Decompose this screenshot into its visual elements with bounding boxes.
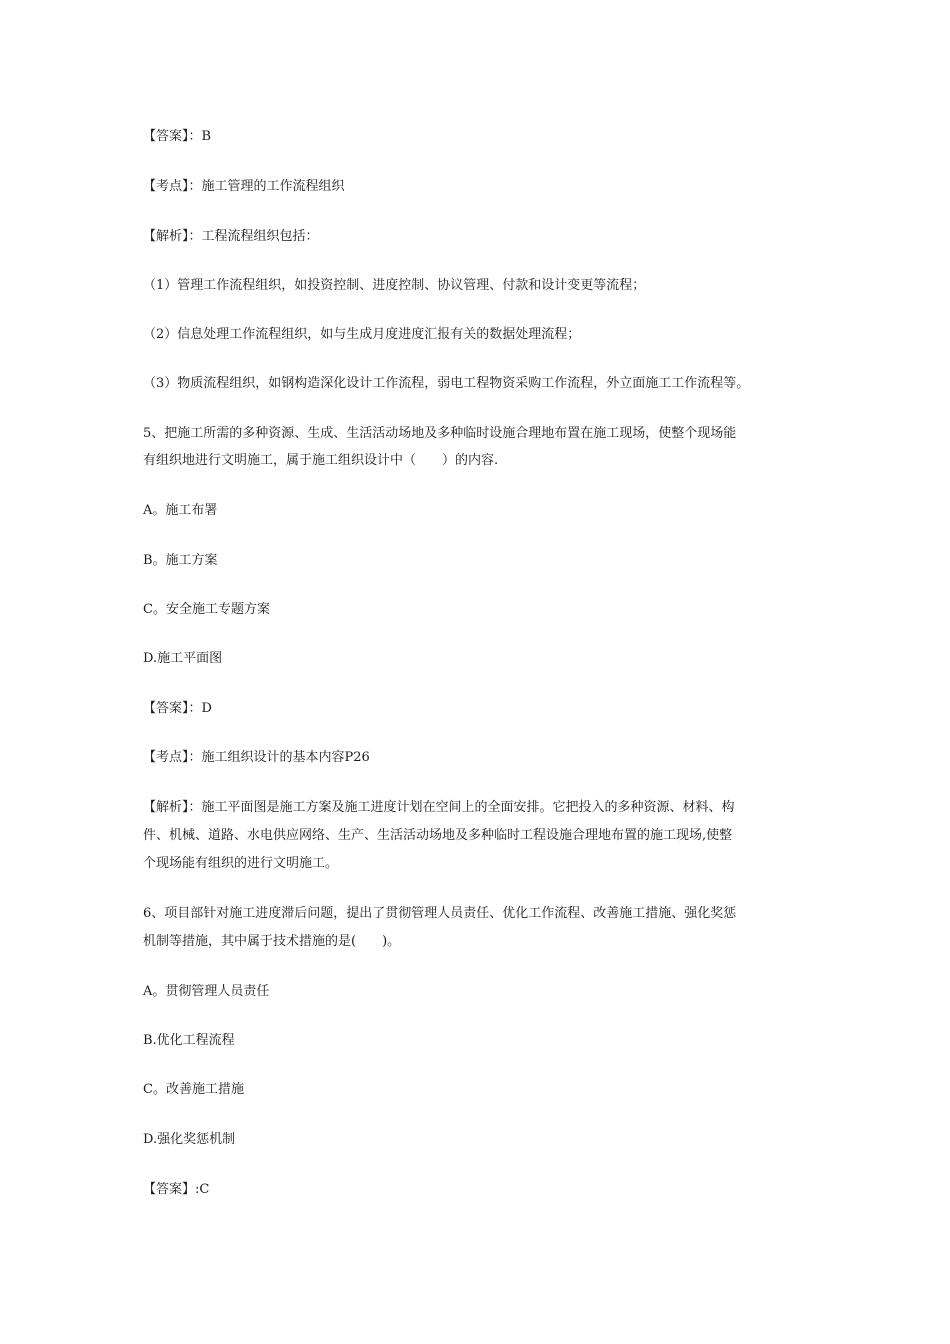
option-c-q5: C。安全施工专题方案: [143, 602, 270, 617]
analysis-line-q4: 【解析】：工程流程组织包括：: [143, 229, 319, 244]
option-b-q5: B。施工方案: [143, 553, 218, 568]
analysis-line-q5-3: 个现场能有组织的进行文明施工。: [143, 856, 339, 871]
answer-line-q4: 【答案】：B: [143, 129, 212, 144]
option-c-q6: C。改善施工措施: [143, 1082, 244, 1097]
question-6-line-1: 6、项目部针对施工进度滞后问题，提出了贯彻管理人员责任、优化工作流程、改善施工措施、强化奖惩: [143, 906, 737, 921]
topic-line-q5: 【考点】：施工组织设计的基本内容P26: [143, 750, 370, 765]
option-a-q5: A。施工布署: [143, 503, 218, 518]
analysis-item-1: （1）管理工作流程组织，如投资控制、进度控制、协议管理、付款和设计变更等流程；: [143, 278, 646, 293]
answer-line-q5: 【答案】：D: [143, 701, 212, 716]
analysis-line-q5-2: 件、机械、道路、水电供应网络、生产、生活活动场地及多种临时工程设施合理地布置的施工现场,使整: [143, 828, 733, 843]
question-5-line-2: 有组织地进行文明施工，属于施工组织设计中（ ）的内容.: [143, 453, 499, 468]
option-d-q6: D.强化奖惩机制: [143, 1132, 236, 1147]
analysis-line-q5-1: 【解析】：施工平面图是施工方案及施工进度计划在空间上的全面安排。它把投入的多种资源、材料、构: [143, 800, 735, 815]
option-a-q6: A。贯彻管理人员责任: [143, 984, 270, 999]
question-6-line-2: 机制等措施，其中属于技术措施的是( )。: [143, 934, 401, 949]
analysis-item-3: （3）物质流程组织，如钢构造深化设计工作流程，弱电工程物资采购工作流程，外立面施工工作流程等。: [143, 376, 750, 391]
option-b-q6: B.优化工程流程: [143, 1033, 235, 1048]
option-d-q5: D.施工平面图: [143, 651, 223, 666]
answer-line-q6: 【答案】:C: [143, 1182, 210, 1197]
question-5-line-1: 5、把施工所需的多种资源、生成、生活活动场地及多种临时设施合理地布置在施工现场，使整个现场能: [143, 426, 737, 441]
topic-line-q4: 【考点】：施工管理的工作流程组织: [143, 179, 345, 194]
analysis-item-2: （2）信息处理工作流程组织，如与生成月度进度汇报有关的数据处理流程；: [143, 327, 581, 342]
